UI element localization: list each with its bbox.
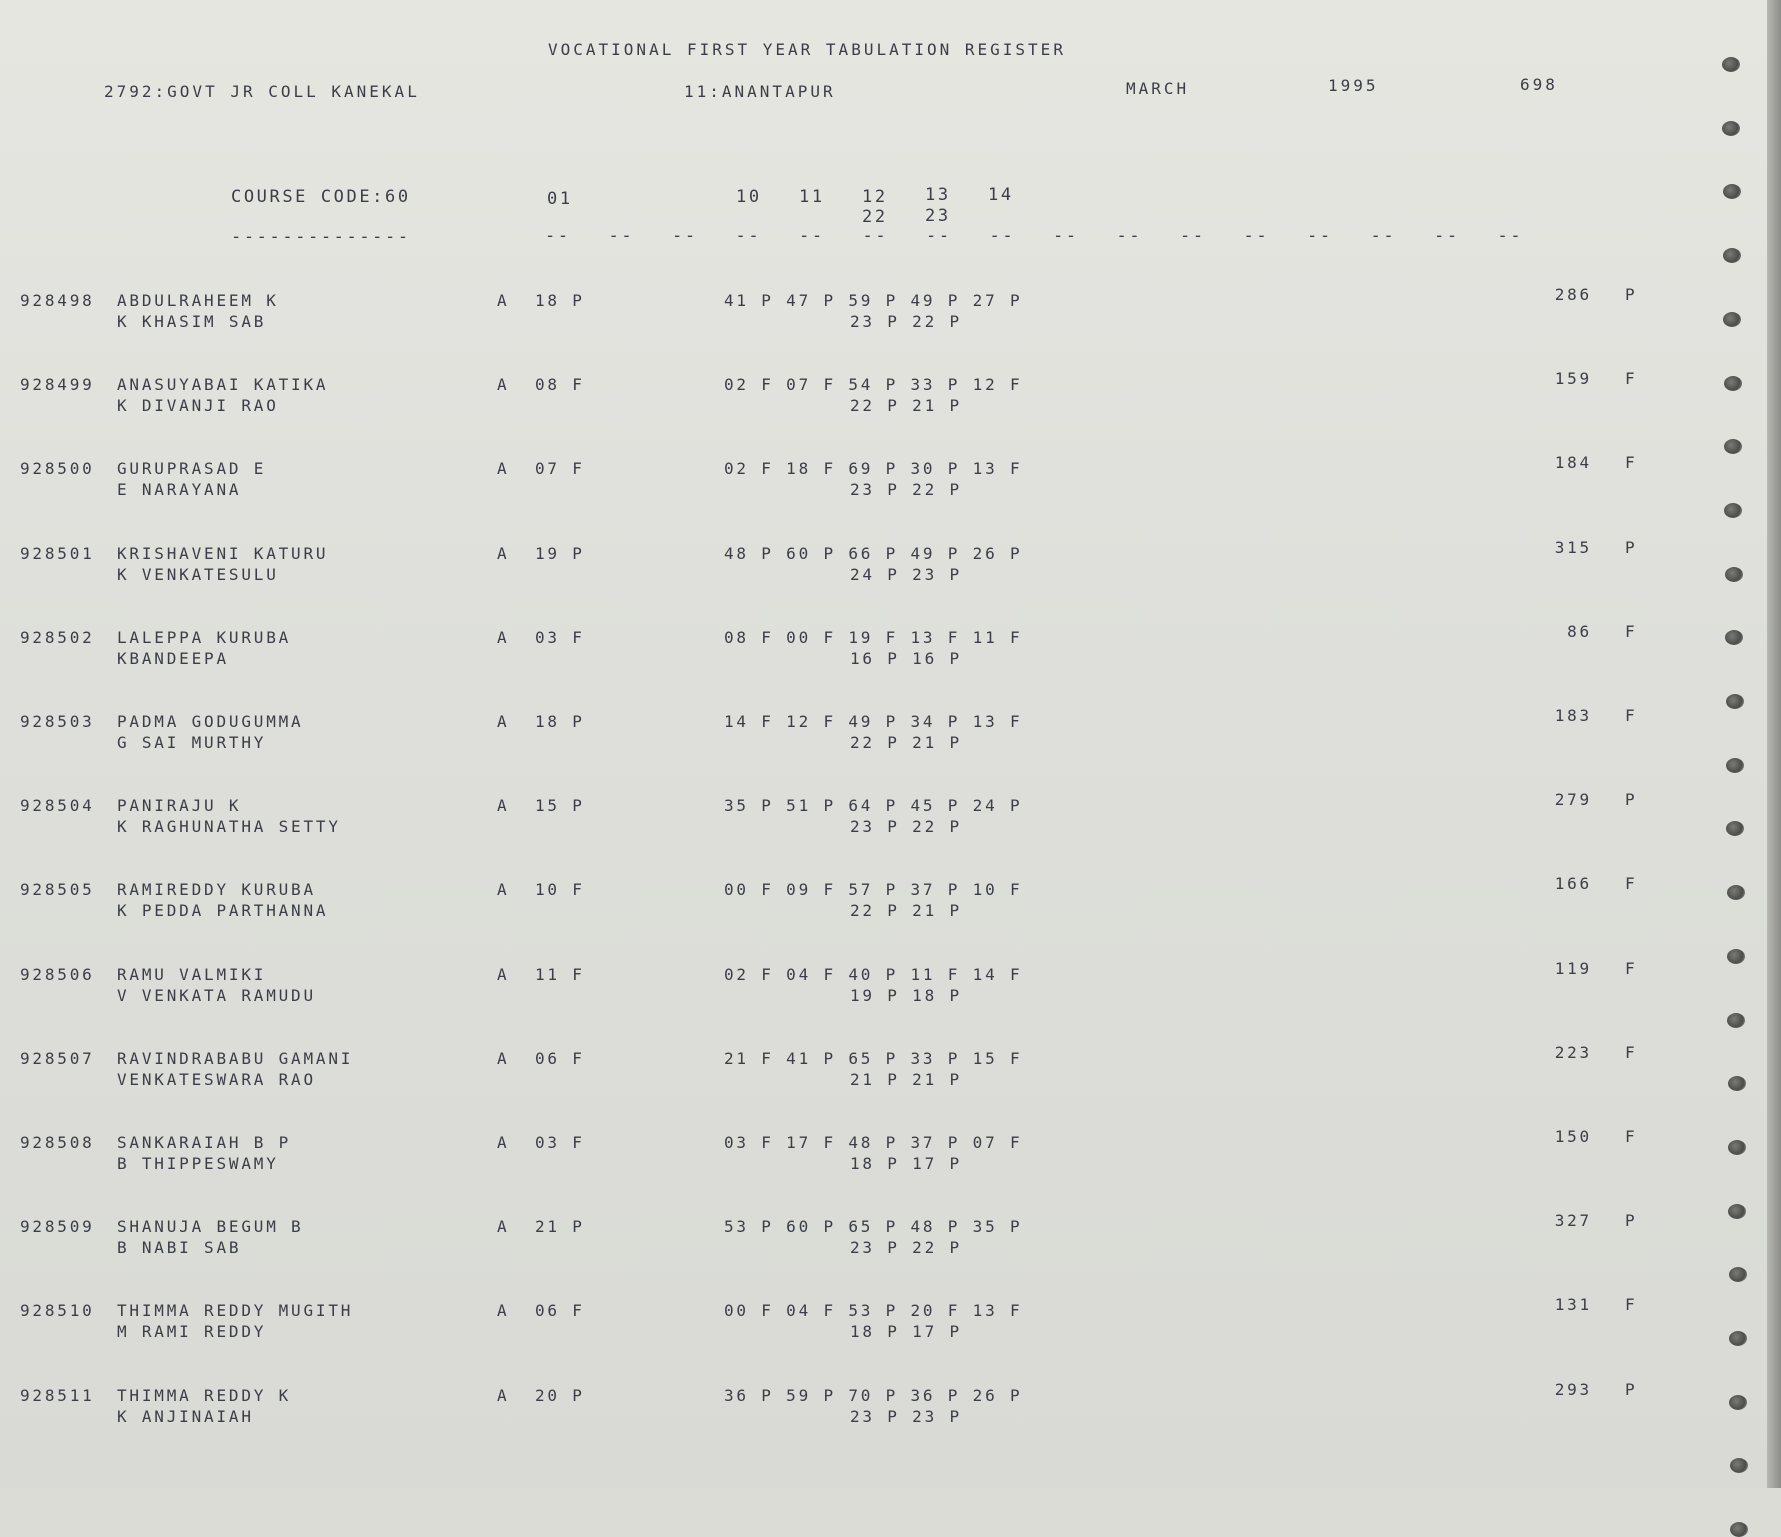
feed-hole — [1722, 57, 1740, 72]
column-23-header: 23 — [925, 206, 951, 226]
parent-name: B THIPPESWAMY — [117, 1154, 279, 1173]
result: F — [1625, 621, 1638, 641]
result: F — [1625, 1127, 1638, 1146]
subject-01-mark: 06 F — [535, 1301, 585, 1321]
subject-marks-line2: 22 P 21 P — [850, 901, 962, 921]
student-row — [0, 958, 1700, 1009]
student-id: 928503 — [20, 712, 95, 731]
subject-marks-line2: 24 P 23 P — [850, 564, 962, 584]
page-number: 698 — [1520, 75, 1558, 94]
result: P — [1625, 1379, 1638, 1399]
subject-marks-line2: 16 P 16 P — [850, 648, 962, 668]
student-name: ABDULRAHEEM K — [117, 291, 279, 310]
subject-01-mark: 03 F — [535, 1133, 585, 1152]
feed-hole — [1726, 821, 1744, 836]
subject-marks-line2: 23 P 22 P — [850, 480, 962, 500]
column-dash: -- — [799, 226, 825, 246]
result: P — [1625, 790, 1638, 810]
student-name: PANIRAJU K — [117, 796, 242, 816]
grade: A — [497, 1301, 510, 1321]
parent-name: K DIVANJI RAO — [117, 396, 279, 416]
student-row — [0, 706, 1700, 756]
subject-marks-line1: 00 F 04 F 53 P 20 F 13 F — [724, 1301, 1023, 1321]
student-name: GURUPRASAD E — [117, 459, 267, 479]
feed-hole — [1723, 312, 1741, 327]
student-row — [0, 621, 1700, 672]
subject-marks-line1: 02 F 04 F 40 P 11 F 14 F — [724, 964, 1023, 984]
student-row — [0, 537, 1700, 588]
student-name: RAMU VALMIKI — [117, 964, 267, 984]
grade: A — [497, 796, 510, 816]
column-dash: -- — [1434, 226, 1460, 246]
student-name: THIMMA REDDY K — [117, 1385, 292, 1405]
subject-marks-line1: 53 P 60 P 65 P 48 P 35 P — [724, 1217, 1023, 1237]
subject-marks-line1: 35 P 51 P 64 P 45 P 24 P — [724, 796, 1023, 816]
subject-marks-line2: 19 P 18 P — [850, 985, 962, 1005]
total-marks: 286 — [1554, 285, 1592, 304]
result: F — [1625, 874, 1638, 894]
feed-hole — [1730, 1458, 1748, 1473]
district-name: 11:ANANTAPUR — [684, 82, 836, 101]
student-name: SANKARAIAH B P — [117, 1133, 292, 1152]
grade: A — [497, 1385, 510, 1405]
feed-hole — [1722, 121, 1740, 136]
column-dash: -- — [1116, 226, 1143, 246]
feed-hole — [1728, 1076, 1746, 1091]
column-dash: -- — [1497, 226, 1524, 246]
feed-hole — [1724, 503, 1742, 518]
student-row — [0, 1127, 1700, 1177]
student-id: 928505 — [20, 880, 95, 900]
page-edge — [1767, 0, 1781, 1488]
feed-hole — [1723, 184, 1741, 199]
subject-marks-line2: 23 P 23 P — [850, 1406, 962, 1426]
student-row — [0, 453, 1700, 503]
subject-marks-line1: 48 P 60 P 66 P 49 P 26 P — [724, 543, 1023, 563]
total-marks: 159 — [1554, 369, 1592, 389]
subject-marks-line1: 36 P 59 P 70 P 36 P 26 P — [724, 1385, 1023, 1405]
subject-marks-line2: 18 P 17 P — [850, 1322, 962, 1342]
column-dash: -- — [1243, 226, 1270, 246]
feed-hole — [1729, 1395, 1747, 1410]
result: F — [1625, 706, 1638, 725]
student-row — [0, 1042, 1700, 1093]
student-id: 928507 — [20, 1048, 95, 1068]
subject-01-mark: 11 F — [535, 964, 585, 984]
exam-year: 1995 — [1328, 76, 1379, 95]
feed-hole — [1726, 694, 1744, 709]
column-12-header: 12 — [862, 187, 888, 207]
column-dash: -- — [1370, 226, 1397, 246]
student-id: 928511 — [20, 1385, 95, 1405]
result: F — [1625, 369, 1638, 389]
subject-01-mark: 10 F — [535, 880, 585, 900]
result: P — [1625, 1211, 1638, 1231]
result: P — [1625, 285, 1638, 304]
subject-marks-line2: 23 P 22 P — [850, 1238, 962, 1258]
student-row — [0, 1295, 1700, 1345]
subject-marks-line1: 14 F 12 F 49 P 34 P 13 F — [724, 712, 1023, 731]
column-dash: -- — [1180, 226, 1206, 246]
student-row — [0, 790, 1700, 840]
student-row — [0, 369, 1700, 419]
subject-marks-line2: 18 P 17 P — [850, 1154, 962, 1173]
parent-name: VENKATESWARA RAO — [117, 1069, 316, 1089]
column-dash: -- — [926, 226, 952, 246]
feed-hole — [1723, 248, 1741, 263]
subject-01-mark: 21 P — [535, 1217, 585, 1237]
student-id: 928504 — [20, 796, 95, 816]
subject-01-mark: 03 F — [535, 627, 585, 647]
subject-01-mark: 18 P — [535, 291, 585, 310]
total-marks: 315 — [1554, 537, 1592, 557]
student-row — [0, 874, 1700, 924]
subject-marks-line1: 08 F 00 F 19 F 13 F 11 F — [724, 627, 1023, 647]
grade: A — [497, 459, 510, 479]
feed-hole — [1727, 949, 1745, 964]
feed-hole — [1725, 630, 1743, 645]
student-name: SHANUJA BEGUM B — [117, 1217, 304, 1237]
total-marks: 119 — [1554, 958, 1592, 978]
feed-hole — [1725, 567, 1743, 582]
total-marks: 327 — [1554, 1211, 1592, 1231]
subject-01-mark: 18 P — [535, 712, 585, 731]
subject-marks-line2: 22 P 21 P — [850, 733, 962, 752]
parent-name: K VENKATESULU — [117, 564, 279, 584]
student-id: 928502 — [20, 627, 95, 647]
exam-month: MARCH — [1126, 79, 1190, 98]
parent-name: V VENKATA RAMUDU — [117, 985, 316, 1005]
subject-marks-line1: 03 F 17 F 48 P 37 P 07 F — [724, 1133, 1023, 1152]
total-marks: 279 — [1554, 790, 1592, 810]
student-name: RAVINDRABABU GAMANI — [117, 1048, 354, 1068]
subject-01-mark: 06 F — [535, 1048, 585, 1068]
total-marks: 150 — [1554, 1127, 1592, 1146]
column-01-header: 01 — [547, 189, 573, 209]
student-id: 928509 — [20, 1217, 95, 1237]
student-row — [0, 1379, 1700, 1430]
feed-hole — [1728, 1204, 1746, 1219]
parent-name: K PEDDA PARTHANNA — [117, 901, 329, 921]
grade: A — [497, 543, 510, 563]
student-row — [0, 285, 1700, 335]
subject-marks-line2: 22 P 21 P — [850, 396, 962, 416]
total-marks: 184 — [1554, 453, 1592, 473]
course-code-header: COURSE CODE:60 — [231, 187, 411, 207]
feed-hole — [1728, 1140, 1746, 1155]
result: F — [1625, 1042, 1638, 1062]
grade: A — [497, 1217, 510, 1237]
subject-marks-line2: 23 P 22 P — [850, 817, 962, 837]
result: F — [1625, 453, 1638, 473]
total-marks: 223 — [1554, 1042, 1592, 1062]
feed-hole — [1727, 885, 1745, 900]
grade: A — [497, 1133, 510, 1152]
student-id: 928501 — [20, 543, 95, 563]
column-dash: -- — [672, 226, 698, 246]
subject-marks-line1: 00 F 09 F 57 P 37 P 10 F — [724, 880, 1023, 900]
parent-name: G SAI MURTHY — [117, 733, 267, 752]
result: F — [1625, 958, 1638, 978]
parent-name: B NABI SAB — [117, 1238, 242, 1258]
subject-01-mark: 19 P — [535, 543, 585, 563]
student-row — [0, 1211, 1700, 1261]
column-13-header: 13 — [925, 185, 951, 205]
subject-01-mark: 07 F — [535, 459, 585, 479]
college-name: 2792:GOVT JR COLL KANEKAL — [104, 82, 420, 101]
feed-hole — [1730, 1522, 1748, 1537]
column-10-header: 10 — [736, 187, 762, 207]
subject-01-mark: 20 P — [535, 1385, 585, 1405]
grade: A — [497, 712, 510, 731]
feed-hole — [1727, 1013, 1745, 1028]
grade: A — [497, 964, 510, 984]
total-marks: 86 — [1567, 621, 1592, 641]
student-name: THIMMA REDDY MUGITH — [117, 1301, 354, 1321]
subject-marks-line1: 02 F 07 F 54 P 33 P 12 F — [724, 375, 1023, 395]
subject-01-mark: 15 P — [535, 796, 585, 816]
column-dash: -- — [1053, 226, 1079, 246]
student-id: 928500 — [20, 459, 95, 479]
parent-name: K RAGHUNATHA SETTY — [117, 817, 341, 837]
column-dash: -- — [862, 226, 889, 246]
student-name: ANASUYABAI KATIKA — [117, 375, 329, 395]
feed-hole — [1726, 758, 1744, 773]
subject-marks-line1: 02 F 18 F 69 P 30 P 13 F — [724, 459, 1023, 479]
student-name: LALEPPA KURUBA — [117, 627, 292, 647]
student-name: RAMIREDDY KURUBA — [117, 880, 316, 900]
grade: A — [497, 1048, 510, 1068]
column-22-header: 22 — [862, 207, 888, 227]
student-id: 928510 — [20, 1301, 95, 1321]
subject-01-mark: 08 F — [535, 375, 585, 395]
total-marks: 293 — [1554, 1379, 1592, 1399]
course-code-rule: -------------- — [231, 227, 411, 247]
result: P — [1625, 537, 1638, 557]
feed-hole — [1729, 1331, 1747, 1346]
subject-marks-line1: 21 F 41 P 65 P 33 P 15 F — [724, 1048, 1023, 1068]
column-dash: -- — [1307, 226, 1333, 246]
register-title: VOCATIONAL FIRST YEAR TABULATION REGISTER — [548, 40, 1066, 59]
student-id: 928499 — [20, 375, 95, 395]
feed-hole — [1724, 439, 1742, 454]
total-marks: 166 — [1554, 874, 1592, 894]
column-dash: -- — [608, 226, 635, 246]
parent-name: M RAMI REDDY — [117, 1322, 267, 1342]
column-dash: -- — [545, 226, 571, 246]
grade: A — [497, 627, 510, 647]
grade: A — [497, 375, 510, 395]
parent-name: K ANJINAIAH — [117, 1406, 254, 1426]
grade: A — [497, 291, 510, 310]
feed-hole — [1729, 1267, 1747, 1282]
subject-marks-line2: 23 P 22 P — [850, 312, 962, 331]
feed-hole — [1724, 376, 1742, 391]
student-id: 928498 — [20, 291, 95, 310]
result: F — [1625, 1295, 1638, 1315]
grade: A — [497, 880, 510, 900]
total-marks: 183 — [1554, 706, 1592, 725]
student-name: PADMA GODUGUMMA — [117, 712, 304, 731]
total-marks: 131 — [1554, 1295, 1592, 1315]
student-name: KRISHAVENI KATURU — [117, 543, 329, 563]
subject-marks-line1: 41 P 47 P 59 P 49 P 27 P — [724, 291, 1023, 310]
parent-name: KBANDEEPA — [117, 648, 229, 668]
student-id: 928508 — [20, 1133, 95, 1152]
subject-marks-line2: 21 P 21 P — [850, 1069, 962, 1089]
column-dash: -- — [735, 226, 762, 246]
column-11-header: 11 — [799, 187, 825, 207]
column-dash: -- — [989, 226, 1016, 246]
parent-name: K KHASIM SAB — [117, 312, 267, 331]
column-14-header: 14 — [988, 185, 1014, 205]
parent-name: E NARAYANA — [117, 480, 242, 500]
student-id: 928506 — [20, 964, 95, 984]
